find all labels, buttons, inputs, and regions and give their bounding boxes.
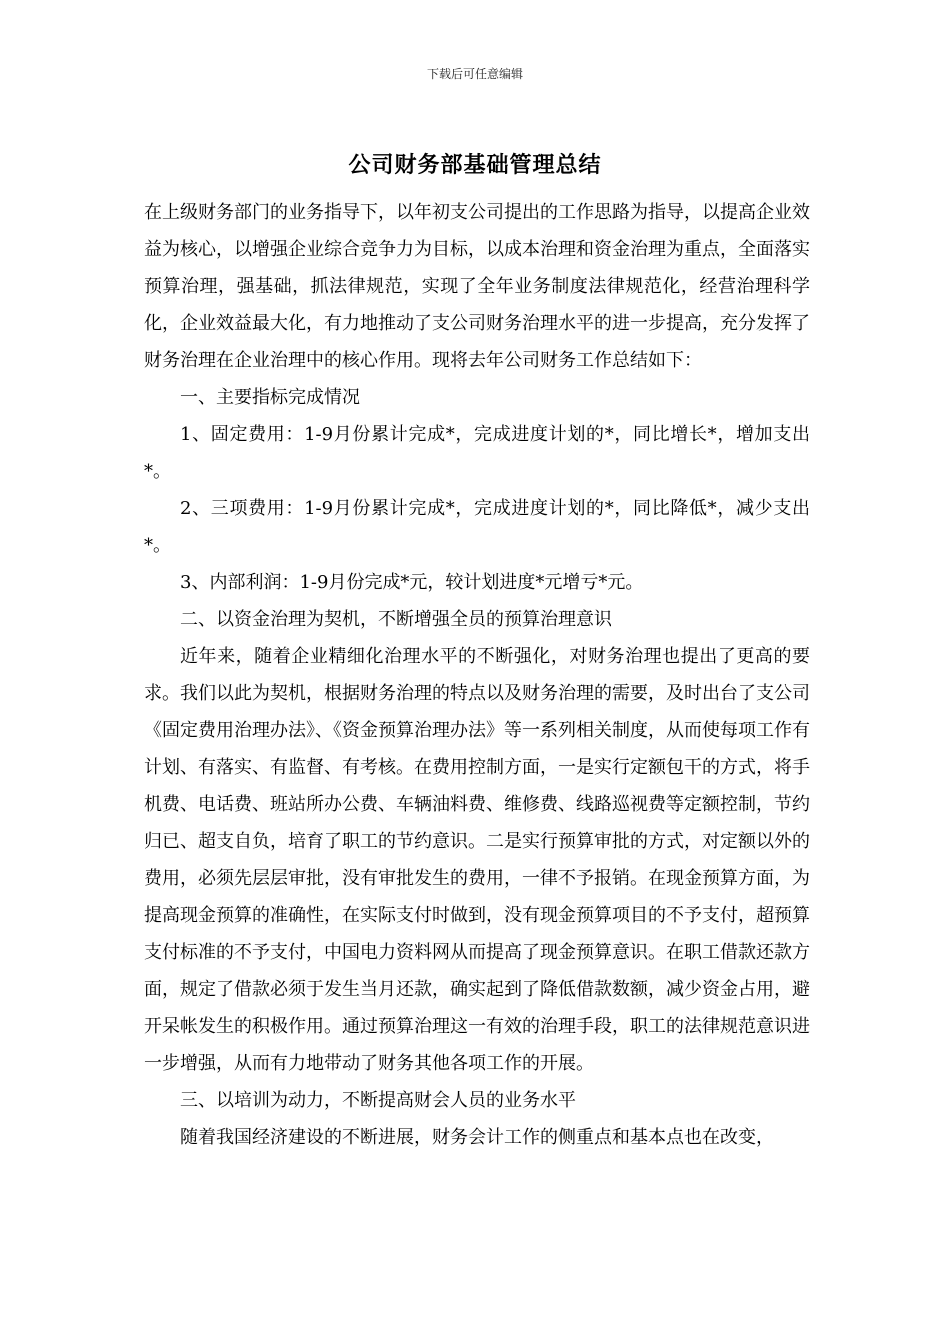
document-body [144, 194, 810, 1156]
section-3-body: 随着我国经济建设的不断进展，财务会计工作的侧重点和基本点也在改变， [180, 1127, 774, 1148]
intro-paragraph: 在上级财务部门的业务指导下，以年初支公司提出的工作思路为指导，以提高企业效益为核心，以增强企业综合竞争力为目标，以成本治理和资金治理为重点，全面落实预算治理，强基础，抓法律规范，实现了全年业务制度法律规范化，经营治理科学化，企业效益最大化，有力地推动了支公司财务治理水平的进一步提高，充分发挥了财务治理在企业治理中的核心作用。现将去年公司财务工作总结如下： [144, 202, 810, 371]
section-2-body: 近年来，随着企业精细化治理水平的不断强化，对财务治理也提出了更高的要求。我们以此为契机，根据财务治理的特点以及财务治理的需要，及时出台了支公司《固定费用治理办法》、《资金预算治理办法》等一系列相关制度，从而使每项工作有计划、有落实、有监督、有考核。在费用控制方面，一是实行定额包干的方式，将手机费、电话费、班站所办公费、车辆油料费、维修费、线路巡视费等定额控制，节约归已、超支自负，培育了职工的节约意识。二是实行预算审批的方式，对定额以外的费用，必须先层层审批，没有审批发生的费用，一律不予报销。在现金预算方面，为提高现金预算的准确性，在实际支付时做到，没有现金预算项目的不予支付，超预算支付标准的不予支付，中国电力资料网从而提高了现金预算意识。在职工借款还款方面，规定了借款必须于发生当月还款，确实起到了降低借款数额，减少资金占用，避开呆帐发生的积极作用。通过预算治理这一有效的治理手段，职工的法律规范意识进一步增强，从而有力地带动了财务其他各项工作的开展。 [144, 646, 810, 1074]
item-2-paragraph: 2、三项费用：1-9月份累计完成*，完成进度计划的*，同比降低*，减少支出*。 [144, 498, 810, 556]
document-title: 公司财务部基础管理总结 [348, 152, 602, 178]
section-2-heading: 二、以资金治理为契机，不断增强全员的预算治理意识 [180, 609, 612, 630]
section-3-heading: 三、以培训为动力，不断提高财会人员的业务水平 [180, 1090, 576, 1111]
section-1-heading: 一、主要指标完成情况 [180, 387, 360, 408]
item-1-paragraph: 1、固定费用：1-9月份累计完成*，完成进度计划的*，同比增长*，增加支出*。 [144, 424, 810, 482]
header-note: 下载后可任意编辑 [426, 67, 523, 81]
item-3-paragraph: 3、内部利润：1-9月份完成*元，较计划进度*元增亏*元。 [180, 572, 644, 593]
